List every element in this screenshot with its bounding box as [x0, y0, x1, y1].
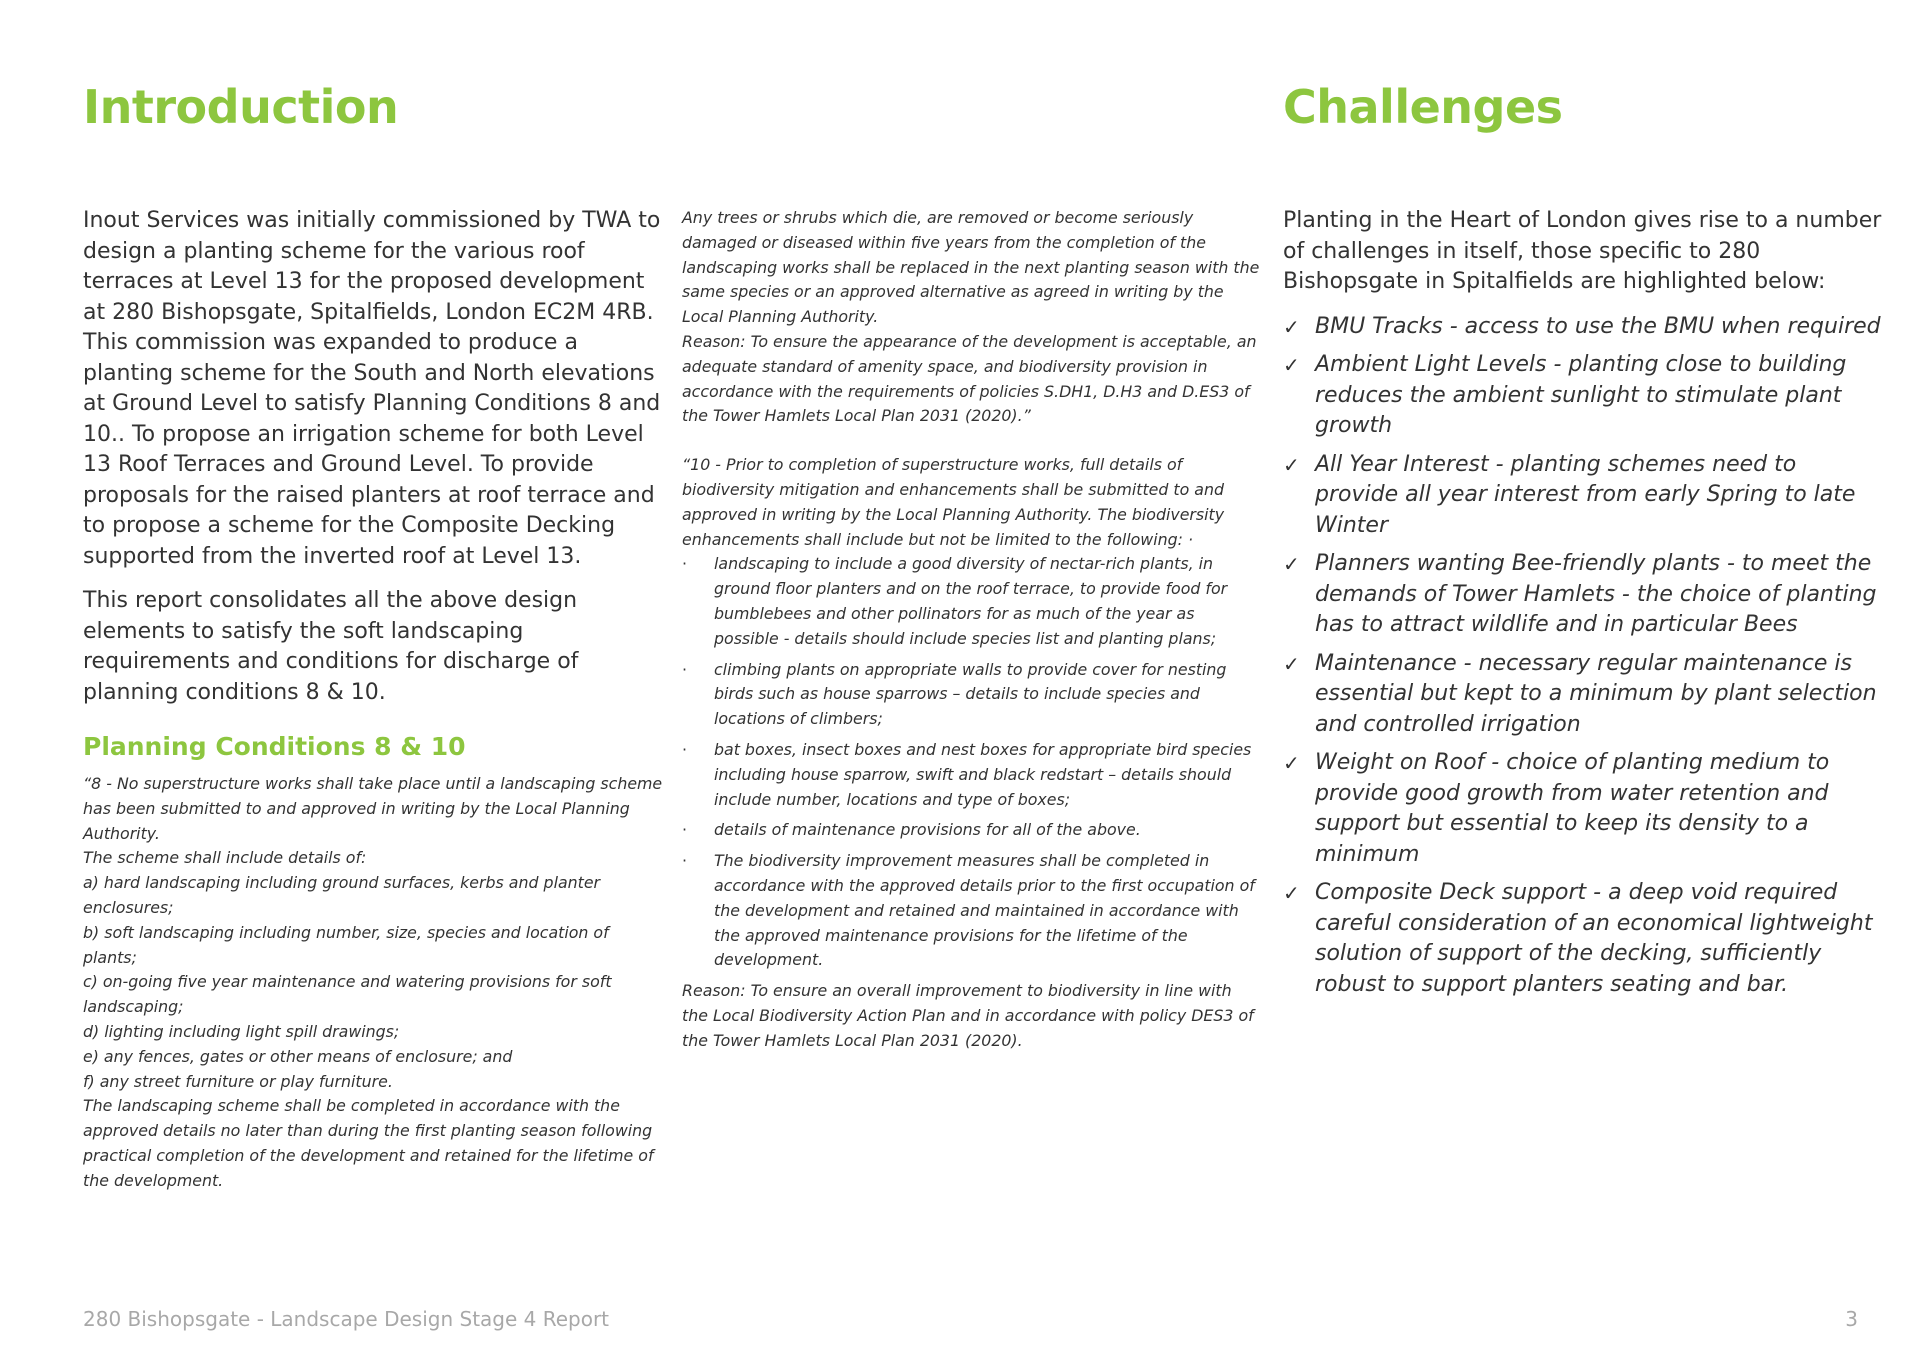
list-item-text: details of maintenance provisions for all of the above.	[714, 820, 1141, 840]
challenges-list	[1283, 312, 1883, 1001]
introduction-heading: Introduction	[83, 80, 399, 134]
page-number: 3	[1845, 1307, 1858, 1331]
list-item	[682, 658, 1262, 732]
checkmark-icon: ✓	[1283, 452, 1300, 477]
condition-8-line: “8 - No superstructure works shall take place until a landscaping scheme has been submitted to and approved in writing by the Local Planning Authority.	[83, 774, 663, 843]
reason-text-2: Reason: To ensure an overall improvement to biodiversity in line with the Local Biodiversity Action Plan and in accordance with policy DES3 of the Tower Hamlets Local Plan 2031 (2020).	[682, 981, 1254, 1050]
footer-report-title: 280 Bishopsgate - Landscape Design Stage 4 Report	[83, 1307, 610, 1331]
bullet-marker: ·	[682, 659, 688, 679]
condition-8-line: c) on-going five year maintenance and watering provisions for soft landscaping;	[83, 972, 612, 1017]
challenge-text: All Year Interest - planting schemes need to provide all year interest from early Spring to late Winter	[1315, 451, 1856, 538]
condition-8-line: d) lighting including light spill drawings;	[83, 1021, 400, 1041]
condition-8-line: The scheme shall include details of:	[83, 848, 367, 868]
conditions-column	[682, 206, 1262, 1054]
bullet-marker: ·	[682, 851, 688, 871]
checkmark-icon: ✓	[1283, 353, 1300, 377]
challenge-item	[1283, 312, 1883, 343]
list-item	[682, 738, 1262, 812]
challenge-item	[1283, 350, 1883, 442]
checkmark-icon: ✓	[1283, 552, 1300, 576]
condition-8-line: b) soft landscaping including number, size, species and location of plants;	[83, 922, 609, 967]
condition-8-text	[83, 772, 663, 1194]
list-item-text: climbing plants on appropriate walls to provide cover for nesting birds such as house sparrows – details to include species and locations of climbers;	[714, 659, 1227, 729]
challenge-item	[1283, 748, 1883, 870]
challenge-item	[1283, 549, 1883, 641]
condition-10-text: “10 - Prior to completion of superstructure works, full details of biodiversity mitigation and enhancements shall be submitted to and approved in writing by the Local Planning Authority. The biodiversity enhancements shall include but not be limited to the following: ·	[682, 455, 1225, 549]
challenge-item	[1283, 649, 1883, 741]
challenge-item	[1283, 878, 1883, 1000]
challenge-text: BMU Tracks - access to use the BMU when required	[1315, 313, 1881, 339]
condition-8-line: f) any street furniture or play furniture.	[83, 1071, 393, 1091]
bullet-marker: ·	[682, 554, 688, 574]
intro-paragraph-1: Inout Services was initially commissioned by TWA to design a planting scheme for the various roof terraces at Level 13 for the proposed development at 280 Bishopsgate, Spitalfields, London EC2M 4RB.	[83, 208, 661, 325]
checkmark-icon: ✓	[1283, 651, 1300, 676]
bullet-marker: ·	[682, 739, 688, 759]
list-item	[682, 818, 1262, 843]
list-item-text: The biodiversity improvement measures shall be completed in accordance with the approved details prior to the first occupation of the development and retained and maintained in accordance with the approved maintenance provisions for the lifetime of the development.	[714, 851, 1255, 970]
reason-text-1: Reason: To ensure the appearance of the development is acceptable, an adequate standard of amenity space, and biodiversity provision in accordance with the requirements of policies S.DH1, D.H3 and D.ES3 of the Tower Hamlets Local Plan 2031 (2020).”	[682, 331, 1257, 426]
challenges-heading: Challenges	[1283, 80, 1563, 134]
list-item-text: landscaping to include a good diversity of nectar-rich plants, in ground floor planters and on the roof terrace, to provide food for bumblebees and other pollinators for as much of the year as possible - details should include species list and planting plans;	[714, 554, 1228, 648]
challenges-column	[1283, 206, 1883, 1008]
challenge-text: Composite Deck support - a deep void required careful consideration of an economical lightweight solution of support of the decking, sufficiently robust to support planters seating and bar.	[1315, 880, 1873, 997]
list-item-text: bat boxes, insect boxes and nest boxes for appropriate bird species including house sparrow, swift and black redstart – details should include number, locations and type of boxes;	[714, 739, 1252, 809]
introduction-column	[83, 206, 663, 1194]
checkmark-icon: ✓	[1283, 314, 1300, 339]
challenge-item	[1283, 450, 1883, 542]
condition-8-line: The landscaping scheme shall be completed in accordance with the approved details no later than during the first planting season following practical completion of the development and retained for the lifetime of the development.	[83, 1096, 654, 1190]
checkmark-icon: ✓	[1283, 751, 1300, 775]
challenge-text: Planners wanting Bee-friendly plants - to meet the demands of Tower Hamlets - the choice of planting has to attract wildlife and in particular Bees	[1315, 551, 1877, 637]
intro-paragraph-3: This report consolidates all the above design elements to satisfy the soft landscaping requirements and conditions for discharge of planning conditions 8 & 10.	[83, 588, 579, 705]
condition-8-line: e) any fences, gates or other means of enclosure; and	[83, 1046, 513, 1066]
challenge-text: Weight on Roof - choice of planting medium to provide good growth from water retention and support but essential to keep its density to a minimum	[1315, 750, 1830, 867]
list-item	[682, 552, 1262, 651]
bullet-marker: ·	[682, 820, 688, 840]
intro-paragraph-2: This commission was expanded to produce a planting scheme for the South and North elevations at Ground Level to satisfy Planning Conditions 8 and 10.. To propose an irrigation scheme for both Level 13 Roof Terraces and Ground Level. To provide proposals for the raised planters at roof terrace and to propose a scheme for the Composite Decking supported from the inverted roof at Level 13.	[83, 330, 661, 569]
challenge-text: Maintenance - necessary regular maintenance is essential but kept to a minimum by plant selection and controlled irrigation	[1315, 650, 1877, 737]
planning-conditions-heading: Planning Conditions 8 & 10	[83, 732, 466, 761]
list-item	[682, 849, 1262, 973]
trees-replacement-text: Any trees or shrubs which die, are removed or become seriously damaged or diseased within five years from the completion of the landscaping works shall be replaced in the next planting season with the same species or an approved alternative as agreed in writing by the Local Planning Authority.	[682, 208, 1260, 327]
challenges-intro: Planting in the Heart of London gives rise to a number of challenges in itself, those specific to 280 Bishopsgate in Spitalfields are highlighted below:	[1283, 208, 1882, 294]
challenge-text: Ambient Light Levels - planting close to building reduces the ambient sunlight to stimulate plant growth	[1315, 352, 1847, 438]
biodiversity-list	[682, 552, 1262, 973]
condition-8-line: a) hard landscaping including ground surfaces, kerbs and planter enclosures;	[83, 873, 601, 917]
checkmark-icon: ✓	[1283, 881, 1300, 905]
